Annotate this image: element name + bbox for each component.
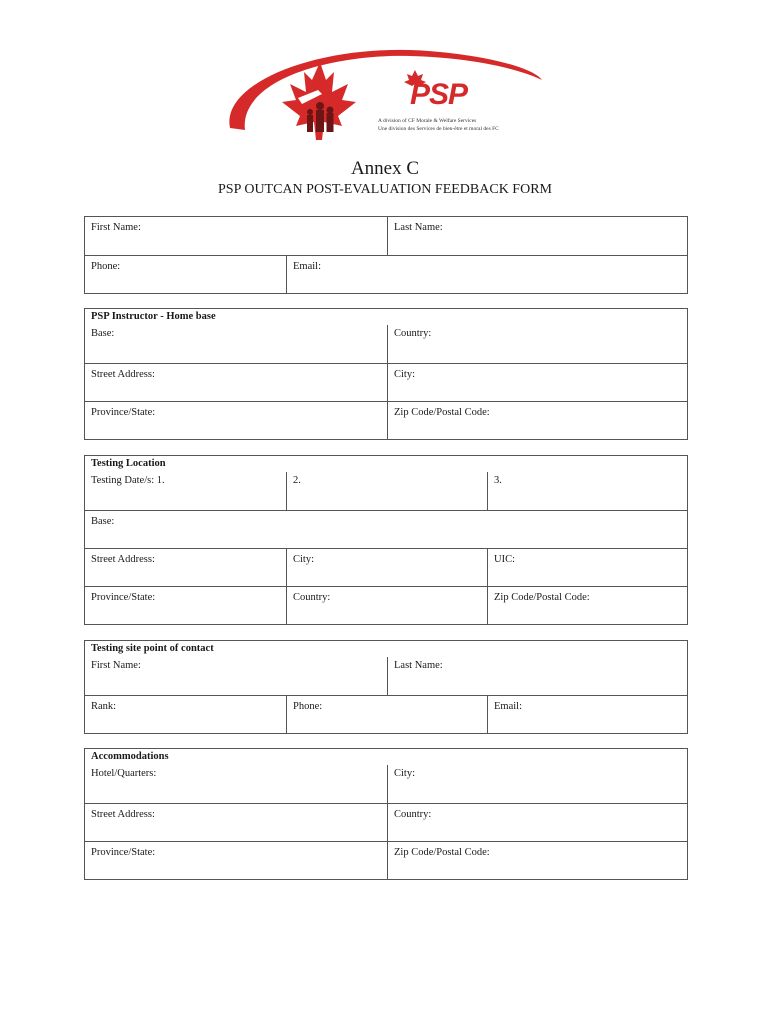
contact-rank-field[interactable]: Rank: <box>91 701 117 712</box>
instructor-city-field[interactable]: City: <box>387 364 687 401</box>
accommodations-row-hotel <box>85 765 687 803</box>
testing-row-base <box>85 510 687 548</box>
contact-section <box>84 640 688 734</box>
accommodations-city-field[interactable]: City: <box>387 765 687 803</box>
accommodations-zip-field[interactable]: Zip Code/Postal Code: <box>387 842 687 879</box>
first-name-field[interactable]: First Name: <box>91 222 141 233</box>
annex-title: Annex C <box>350 158 420 179</box>
accommodations-country-field[interactable]: Country: <box>387 804 687 841</box>
personal-row-name <box>85 217 687 255</box>
tagline-fr: Une division des Services de bien-être et moral des FC <box>378 126 499 132</box>
contact-first-name-field[interactable]: First Name: <box>91 660 141 671</box>
instructor-base-field[interactable]: Base: <box>91 328 115 339</box>
testing-base-field[interactable]: Base: <box>91 516 115 527</box>
contact-email-field[interactable]: Email: <box>487 696 687 733</box>
instructor-row-province <box>85 401 687 439</box>
testing-section-title: Testing Location <box>91 458 166 469</box>
contact-last-name-field[interactable]: Last Name: <box>387 657 687 695</box>
testing-row-dates <box>85 472 687 510</box>
testing-uic-field[interactable]: UIC: <box>487 549 687 586</box>
personal-section <box>84 216 688 294</box>
email-field[interactable]: Email: <box>286 256 687 293</box>
accommodations-street-field[interactable]: Street Address: <box>91 809 155 820</box>
instructor-street-field[interactable]: Street Address: <box>91 369 155 380</box>
testing-province-field[interactable]: Province/State: <box>91 592 156 603</box>
contact-row-details <box>85 695 687 733</box>
instructor-row-street <box>85 363 687 401</box>
testing-street-field[interactable]: Street Address: <box>91 554 155 565</box>
testing-zip-field[interactable]: Zip Code/Postal Code: <box>487 587 687 624</box>
instructor-section <box>84 308 688 440</box>
testing-date-3-field[interactable]: 3. <box>487 472 687 510</box>
last-name-field[interactable]: Last Name: <box>387 217 687 255</box>
testing-date-2-field[interactable]: 2. <box>286 472 487 510</box>
instructor-section-title: PSP Instructor - Home base <box>91 311 216 322</box>
testing-city-field[interactable]: City: <box>286 549 487 586</box>
hotel-field[interactable]: Hotel/Quarters: <box>91 768 157 779</box>
testing-row-street <box>85 548 687 586</box>
instructor-row-base <box>85 325 687 363</box>
psp-logo-graphic <box>210 40 550 150</box>
instructor-country-field[interactable]: Country: <box>387 325 687 363</box>
contact-phone-field[interactable]: Phone: <box>286 696 487 733</box>
accommodations-section <box>84 748 688 880</box>
testing-section <box>84 455 688 625</box>
psp-logo <box>210 40 550 150</box>
instructor-province-field[interactable]: Province/State: <box>91 407 156 418</box>
instructor-zip-field[interactable]: Zip Code/Postal Code: <box>387 402 687 439</box>
accommodations-row-street <box>85 803 687 841</box>
accommodations-section-title: Accommodations <box>91 751 169 762</box>
testing-country-field[interactable]: Country: <box>286 587 487 624</box>
testing-date-1-field[interactable]: Testing Date/s: 1. <box>91 475 165 486</box>
accommodations-province-field[interactable]: Province/State: <box>91 847 156 858</box>
phone-field[interactable]: Phone: <box>91 261 121 272</box>
testing-row-province <box>85 586 687 624</box>
psp-logo-text: PSP <box>410 78 468 111</box>
tagline-en: A division of CF Morale & Welfare Services <box>378 118 477 124</box>
form-title: PSP OUTCAN POST-EVALUATION FEEDBACK FORM <box>218 182 552 197</box>
accommodations-row-province <box>85 841 687 879</box>
contact-section-title: Testing site point of contact <box>91 643 214 654</box>
personal-row-contact <box>85 255 687 293</box>
contact-row-name <box>85 657 687 695</box>
